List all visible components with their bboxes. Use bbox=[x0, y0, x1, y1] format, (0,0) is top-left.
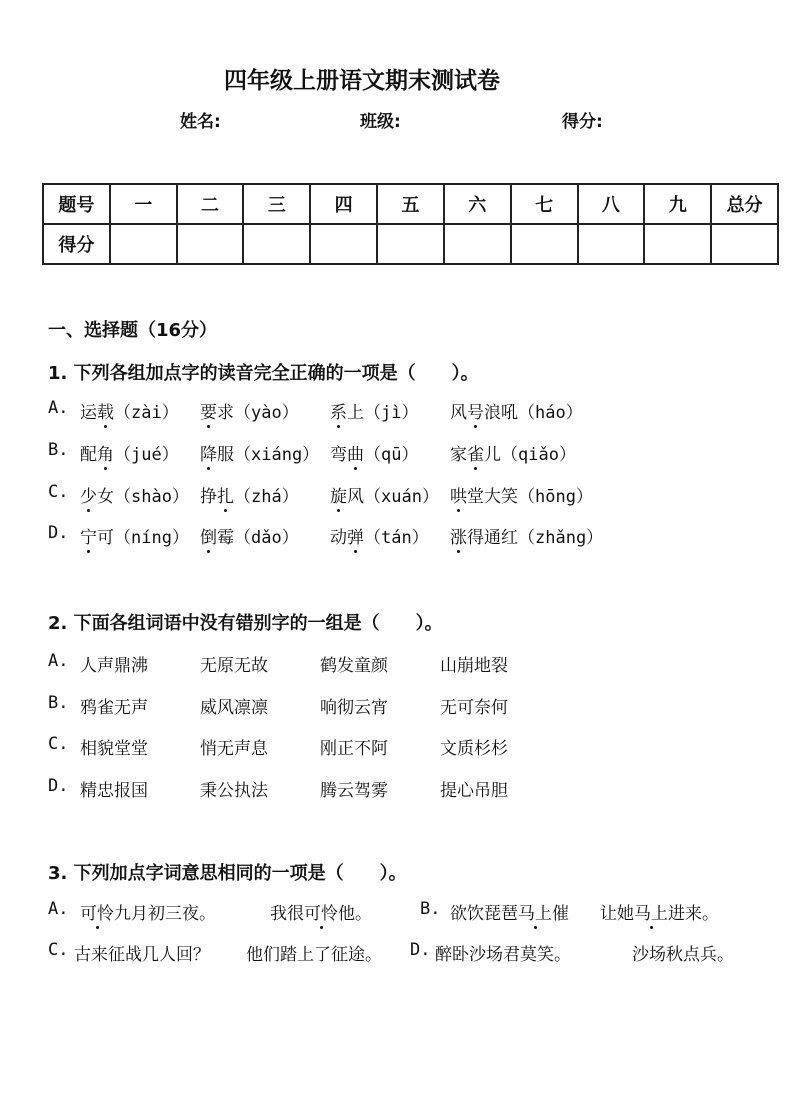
word: 提心吊胆 bbox=[440, 781, 508, 801]
option-item: 系上（jì） bbox=[330, 398, 418, 423]
score-cell[interactable] bbox=[177, 224, 244, 264]
option-label: B. bbox=[48, 440, 69, 460]
cell-q1: 一 bbox=[110, 184, 177, 224]
cell-q9: 九 bbox=[644, 184, 711, 224]
option-item: 运载（zài） bbox=[80, 398, 179, 423]
score-cell[interactable] bbox=[243, 224, 310, 264]
question-2-stem: 2. 下面各组词语中没有错别字的一组是（ ）。 bbox=[48, 613, 443, 634]
option-label: D. bbox=[48, 776, 69, 796]
option-label: A. bbox=[48, 651, 69, 671]
score-label: 得分: bbox=[562, 112, 603, 132]
word: 悄无声息 bbox=[200, 739, 268, 759]
cell-q3: 三 bbox=[243, 184, 310, 224]
option-label: D. bbox=[410, 940, 431, 960]
word: 鸦雀无声 bbox=[80, 698, 148, 718]
option-item: 家雀儿（qiǎo） bbox=[450, 440, 576, 465]
word: 山崩地裂 bbox=[440, 656, 508, 676]
score-cell[interactable] bbox=[644, 224, 711, 264]
option-label: A. bbox=[48, 899, 69, 919]
cell-score-label: 得分 bbox=[43, 224, 110, 264]
option-item: 倒霉（dǎo） bbox=[200, 523, 299, 548]
score-cell-total[interactable] bbox=[711, 224, 778, 264]
class-label: 班级: bbox=[360, 112, 401, 132]
option-item: 要求（yào） bbox=[200, 398, 299, 423]
word: 精忠报国 bbox=[80, 781, 148, 801]
option-a-sentence-2: 我很可怜他。 bbox=[270, 899, 372, 924]
option-label: A. bbox=[48, 398, 69, 418]
cell-q5: 五 bbox=[377, 184, 444, 224]
word: 响彻云宵 bbox=[320, 698, 388, 718]
cell-q2: 二 bbox=[177, 184, 244, 224]
score-table-header-row bbox=[43, 184, 778, 224]
score-cell[interactable] bbox=[578, 224, 645, 264]
option-d-sentence-1: 醉卧沙场君莫笑。 bbox=[435, 945, 571, 965]
score-cell[interactable] bbox=[444, 224, 511, 264]
option-item: 涨得通红（zhǎng） bbox=[450, 523, 603, 548]
option-label: B. bbox=[48, 693, 69, 713]
name-label: 姓名: bbox=[180, 112, 221, 132]
option-c-sentence-2: 他们踏上了征途。 bbox=[246, 945, 382, 965]
cell-q6: 六 bbox=[444, 184, 511, 224]
option-item: 旋风（xuán） bbox=[330, 482, 439, 507]
option-item: 哄堂大笑（hōng） bbox=[450, 482, 593, 507]
score-cell[interactable] bbox=[310, 224, 377, 264]
cell-q8: 八 bbox=[578, 184, 645, 224]
option-item: 降服（xiáng） bbox=[200, 440, 319, 465]
option-item: 动弹（tán） bbox=[330, 523, 429, 548]
word: 无可奈何 bbox=[440, 698, 508, 718]
question-1-stem: 1. 下列各组加点字的读音完全正确的一项是（ ）。 bbox=[48, 363, 479, 384]
word: 文质杉杉 bbox=[440, 739, 508, 759]
option-item: 挣扎（zhá） bbox=[200, 482, 299, 507]
score-table-score-row bbox=[43, 224, 778, 264]
option-label: C. bbox=[48, 940, 69, 960]
option-item: 配角（jué） bbox=[80, 440, 179, 465]
score-table bbox=[42, 183, 779, 265]
option-d-sentence-2: 沙场秋点兵。 bbox=[632, 945, 734, 965]
score-cell[interactable] bbox=[110, 224, 177, 264]
word: 威风凛凛 bbox=[200, 698, 268, 718]
exam-title: 四年级上册语文期末测试卷 bbox=[224, 68, 500, 94]
word: 刚正不阿 bbox=[320, 739, 388, 759]
option-a-sentence-1: 可怜九月初三夜。 bbox=[80, 899, 216, 924]
score-cell[interactable] bbox=[377, 224, 444, 264]
cell-question-no-label: 题号 bbox=[43, 184, 110, 224]
option-c-sentence-1: 古来征战几人回？ bbox=[74, 945, 210, 965]
word: 鹤发童颜 bbox=[320, 656, 388, 676]
option-item: 少女（shào） bbox=[80, 482, 189, 507]
word: 腾云驾雾 bbox=[320, 781, 388, 801]
cell-total-label: 总分 bbox=[711, 184, 778, 224]
option-label: C. bbox=[48, 734, 69, 754]
cell-q4: 四 bbox=[310, 184, 377, 224]
word: 人声鼎沸 bbox=[80, 656, 148, 676]
word: 相貌堂堂 bbox=[80, 739, 148, 759]
cell-q7: 七 bbox=[511, 184, 578, 224]
option-label: C. bbox=[48, 482, 69, 502]
option-label: B. bbox=[420, 899, 441, 919]
word: 无原无故 bbox=[200, 656, 268, 676]
option-item: 风号浪吼（háo） bbox=[450, 398, 583, 423]
section-title: 一、选择题（16分） bbox=[48, 320, 218, 341]
option-item: 弯曲（qū） bbox=[330, 440, 418, 465]
option-item: 宁可（níng） bbox=[80, 523, 189, 548]
option-b-sentence-1: 欲饮琵琶马上催 bbox=[450, 899, 569, 924]
option-label: D. bbox=[48, 523, 69, 543]
word: 秉公执法 bbox=[200, 781, 268, 801]
question-3-stem: 3. 下列加点字词意思相同的一项是（ ）。 bbox=[48, 863, 407, 884]
option-b-sentence-2: 让她马上进来。 bbox=[600, 899, 719, 924]
score-cell[interactable] bbox=[511, 224, 578, 264]
